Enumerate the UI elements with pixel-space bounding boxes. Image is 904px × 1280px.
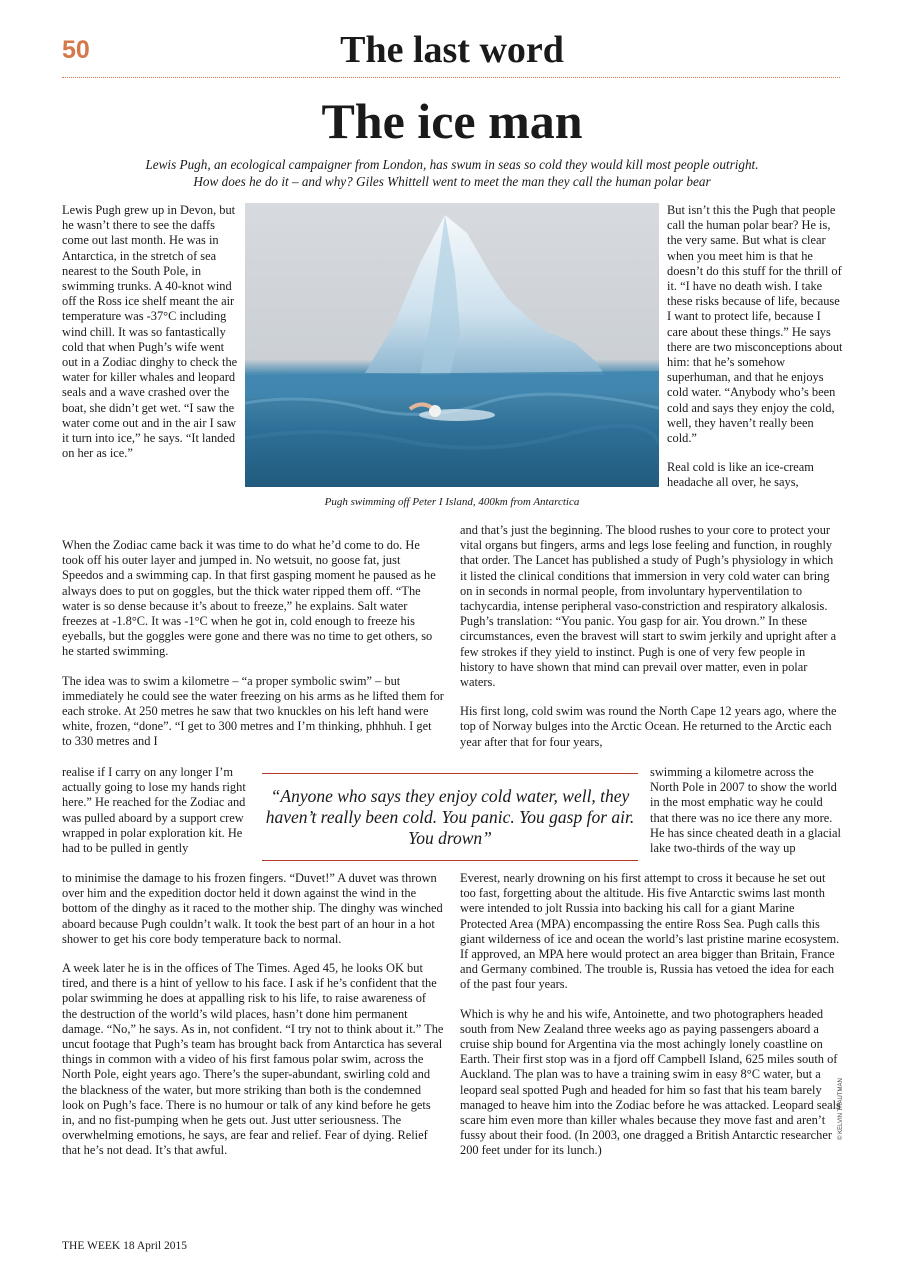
paragraph: and that’s just the beginning. The blood rushes to your core to protect your vital organs but fingers, arms and legs lose feeling and function, in roughly that order. The Lancet has published a study of Pugh’s physiology in which it listed the clinical conditions that immersion in very cold water can bring on in seconds in normal people, from involuntary hyperventilation to tachycardia, intense peripheral vaso-constriction and respiratory alkalosis. Pugh’s translation: “You panic. You gasp for air. You drown.” In these circumstances, even the bravest will start to swim jerkily and upright after a few strokes if they yield to instinct. Pugh is one of very few people in history to have shown that mind can prevail over matter, even in polar waters. <box>460 523 837 690</box>
left-column-middle <box>62 538 444 750</box>
pull-quote-rule-bottom <box>262 860 638 861</box>
article-photo <box>245 203 659 487</box>
footer-publication: THE WEEK <box>62 1240 121 1252</box>
photo-credit: © KELVIN TRAUTMAN <box>838 1078 844 1140</box>
paragraph: to minimise the damage to his frozen fingers. “Duvet!” A duvet was thrown over him and the expedition doctor held it down against the wind in the bottom of the dinghy as it raced to the mother ship. The dinghy was winched aboard because Pugh couldn’t walk. It took the best part of an hour in a hot shower to get his core body temperature back to normal. <box>62 871 443 946</box>
paragraph: The idea was to swim a kilometre – “a proper symbolic swim” – but immediately he could see the water freezing on his arms as he lifted them for each stroke. At 250 metres he saw that two knuckles on his left hand were white, frozen, “done”. “I get to 300 metres and I’m thinking, phhhuh. I get to 330 metres and I <box>62 673 444 749</box>
paragraph: realise if I carry on any longer I’m actually going to lose my hands right here.” He reached for the Zodiac and was pulled aboard by a support crew wrapped in polar exploration kit. He had to be pulled in gently <box>62 765 246 856</box>
right-column-top <box>667 203 843 491</box>
paragraph: Everest, nearly drowning on his first attempt to cross it because he set out too fast, forgetting about the altitude. His five Antarctic swims last month were intended to jolt Russia into backing his call for a giant Marine Protected Area (MPA) encompassing the entire Ross Sea. Pugh calls this giant wilderness of ice and ocean the world’s last pristine marine ecosystem. If approved, an MPA here would protect an area bigger than Britain, France and Germany combined. The trouble is, Russia has vetoed the idea for each of the past four years. <box>460 871 840 992</box>
left-column-wrap <box>62 765 258 856</box>
footer <box>62 1240 187 1252</box>
paragraph: Real cold is like an ice-cream headache all over, he says, <box>667 460 814 490</box>
paragraph: But isn’t this the Pugh that people call the human polar bear? He is, the very same. But what is clear when you meet him is that he doesn’t do this stuff for the thrill of it. “I have no death wish. I take these risks because of life, because I want to protect life, because I care about these things.” He says there are two misconceptions about him: that he’s somehow superhuman, and that he enjoys cold water. “Anybody who’s been cold and says they enjoy the cold, well, they haven’t really been cold.” <box>667 203 843 446</box>
photo-caption: Pugh swimming off Peter I Island, 400km from Antarctica <box>324 496 580 508</box>
paragraph: Which is why he and his wife, Antoinette, and two photographers headed south from New Zealand three weeks ago as paying passengers aboard a cruise ship bound for Argentina via the most achingly lonely coastline on Earth. Their first stop was in a fjord off Campbell Island, 625 miles south of Auckland. The plan was to have a training swim in easy 8°C water, but a leopard seal spotted Pugh and headed for him so fast that his team barely managed to heave him into the Zodiac before he was attacked. Leopard seals scare him even more than killer whales because they move fast and aren’t fussy about their food. (In 2003, one dragged a British Antarctic researcher 200 feet under for its lunch.) <box>460 1006 841 1158</box>
right-column-wrap <box>650 765 842 856</box>
paragraph: When the Zodiac came back it was time to do what he’d come to do. He took off his outer layer and jumped in. No wetsuit, no goose fat, just Speedos and a swimming cap. In that first gasping moment he paused as he always does to put on goggles, but the thick water ripped them off. “The water is so dense because it’s about to freeze,” he explains. Salt water freezes at -1.8°C. It was -1°C when he got in, cold enough to freeze his eyeballs, but the goggles were gone and there was no time to get others, so he started swimming. <box>62 538 436 659</box>
right-column-bottom <box>460 871 842 1173</box>
iceberg-photo-illustration <box>245 203 659 487</box>
paragraph: His first long, cold swim was round the North Cape 12 years ago, where the top of Norway bulges into the Arctic Ocean. He returned to the Arctic each year after that for four years, <box>460 704 837 749</box>
footer-date: 18 April 2015 <box>123 1240 187 1252</box>
header-divider <box>62 77 840 78</box>
headline: The ice man <box>321 93 583 149</box>
pull-quote-rule-top <box>262 773 638 774</box>
standfirst-line-2: How does he do it – and why? Giles Whittell went to meet the man they call the human polar bear <box>193 173 711 189</box>
standfirst <box>100 157 804 190</box>
left-column-bottom <box>62 871 444 1173</box>
page-number: 50 <box>62 36 90 64</box>
paragraph: Lewis Pugh grew up in Devon, but he wasn’t there to see the daffs come out last month. He was in Antarctica, in the stretch of sea nearest to the South Pole, in swimming trunks. A 40-knot wind off the Ross ice shelf meant the air temperature was -37°C including wind chill. It was so fantastically cold that when Pugh’s wife went out in a Zodiac dinghy to check the water for killer whales and leopard seals and a wave crashed over the boat, she didn’t get wet. “I saw the water come out and in the air I saw it turn into ice,” he says. “It landed on her as ice.” <box>62 203 238 461</box>
left-column-top <box>62 203 238 475</box>
section-title: The last word <box>340 29 564 71</box>
pull-quote: “Anyone who says they enjoy cold water, well, they haven’t really been cold. You panic. You gasp for air. You drown” <box>265 786 635 848</box>
paragraph: A week later he is in the offices of The Times. Aged 45, he looks OK but tired, and there is a hint of yellow to his face. I ask if he’s confident that the polar swimming he does at appalling risk to his life, to raise awareness of the destruction of the world’s wild places, hasn’t done him permanent damage. “No,” he says. As in, not confident. “I try not to think about it.” The uncut footage that Pugh’s team has brought back from Antarctica has several things in common with a video of his first famous polar swim, across the North Pole, eight years ago. There’s the super-abundant, swirling cold and the blackness of the water, but more striking than both is the condemned look on Pugh’s face. There is no humour or talk of any kind before he gets in, and no fist-pumping when he gets out. Just utter seriousness. The overwhelming emotions, he says, are fear and relief. Fear of dying. Relief that he’s not dead. It’s that awful. <box>62 961 444 1158</box>
paragraph: swimming a kilometre across the North Pole in 2007 to show the world in the most emphatic way he could that there was no ice there any more. He has since cheated death in a glacial lake two-thirds of the way up <box>650 765 841 856</box>
right-column-middle <box>460 523 842 750</box>
standfirst-line-1: Lewis Pugh, an ecological campaigner from London, has swum in seas so cold they would kill most people outright. <box>145 157 759 172</box>
